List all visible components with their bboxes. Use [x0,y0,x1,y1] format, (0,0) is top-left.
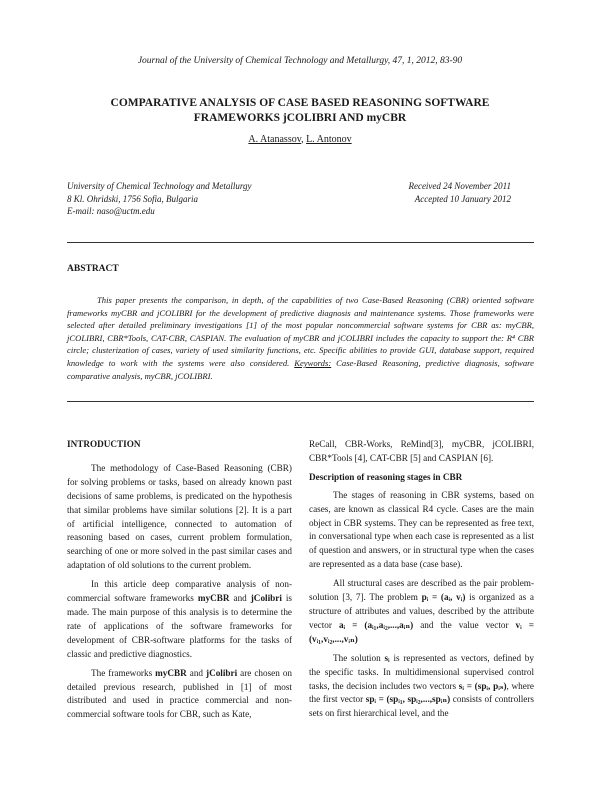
abstract-heading: ABSTRACT [67,264,119,274]
accepted-date: Accepted 10 January 2012 [414,193,511,204]
journal-header: Journal of the University of Chemical Technology and Metallurgy, 47, 1, 2012, 83-90 [137,56,463,66]
title-line-1: COMPARATIVE ANALYSIS OF CASE BASED REASONING SOFTWARE [110,97,490,109]
intro-paragraph-1: The methodology of Case-Based Reasoning (CBR) for solving problems or tasks, based on already known past decisions of same problems, is predicated on the hypothesis that similar problems have similar solutions [2]. It is a part of artificial intelligence, connected to automation of reasoning based on cases, current problem formulation, searching of one or more solved in the past similar cases and adaptation of old solutions to the current problem. [67,462,292,571]
affiliation-line-2: 8 Kl. Ohridski, 1756 Sofia, Bulgaria [67,193,199,204]
left-column [67,438,292,727]
divider-bottom [67,401,534,402]
affiliation [67,180,252,218]
right-paragraph-3: The solution sᵢ is represented as vectors, defined by the specific tasks. In multidimensional supervised control tasks, the decision includes two vectors sᵢ = (spᵢ, pᵢₛ), where the first vector spᵢ = (spᵢ₁, spᵢ₂,...,spᵢₙ) consists of controllers sets on first hierarchical level, and the [309,652,534,719]
keywords: Case-Based Reasoning, predictive diagnosis, software comparative analysis, myCBR, jCOLIBRI. [67,357,534,381]
right-column [309,438,534,726]
abstract [67,294,534,382]
received-date: Received 24 November 2011 [408,181,511,191]
authors: A. Atanassov, L. Antonov [248,134,352,145]
right-paragraph-1: The stages of reasoning in CBR systems, based on cases, are known as classical R4 cycle. Cases are the main object in CBR systems. They can be represented as free text, in conversational type when each case is represented as a list of question and answers, or in structural type when the cases are represented as a data base (case base). [309,489,534,570]
article-dates [408,180,511,205]
author-1[interactable]: A. Atanassov [248,134,302,145]
section-subheading: Description of reasoning stages in CBR [309,471,463,482]
title-line-2: FRAMEWORKS jCOLIBRI AND myCBR [193,112,407,124]
author-2[interactable]: L. Antonov [306,134,352,145]
divider-top [67,242,534,243]
paper-title [60,96,540,126]
abstract-body: This paper presents the comparison, in depth, of the capabilities of two Case-Based Reasoning (CBR) oriented software frameworks myCBR and jCOLIBRI for the development of predictive diagnosis and maintenance systems. Those frameworks were selected after detailed preliminary investigations [1] of the most popular noncommercial software systems for CBR as: myCBR, jCOLIBRI, CBR*Tools, CAT-CBR, CASPIAN. The evaluation of myCBR and jCOLIBRI includes the capacity to support the: R⁴ CBR circle; clusterization of cases, variety of used similarity functions, etc. Specific abilities to provide GUI, database support, required knowledge to work with the systems were also considered. [67,295,534,368]
intro-paragraph-3: The frameworks myCBR and jColibri are chosen on detailed previous research, published in [1] of most distributed and used in practice commercial and non-commercial software tools for CBR, such as Kate, [67,667,293,720]
right-paragraph-2: All structural cases are described as the pair problem-solution [3, 7]. The problem pᵢ = (aᵢ, vᵢ) is organized as a structure of attributes and values, described by the attribute vector aᵢ = (aᵢ₁,aᵢ₂,...,aᵢₙ) and the value vector vᵢ = (vᵢ₁,vᵢ₂,...,vᵢₙ) [309,578,534,644]
intro-paragraph-2: In this article deep comparative analysis of non-commercial software frameworks myCBR and jColibri is made. The main purpose of this analysis is to determine the rate of applications of the software frameworks for development of CBR-software platforms for the tasks of classic and predictive diagnostics. [67,579,293,659]
affiliation-email: E-mail: naso@uctm.edu [67,206,155,216]
affiliation-line-1: University of Chemical Technology and Metallurgy [67,181,252,191]
intro-heading: INTRODUCTION [67,439,141,449]
keywords-label: Keywords: [294,357,332,368]
right-paragraph-0: ReCall, CBR-Works, ReMind[3], myCBR, jCOLIBRI, CBR*Tools [4], CAT-CBR [5] and CASPIAN [6]. [309,439,534,463]
